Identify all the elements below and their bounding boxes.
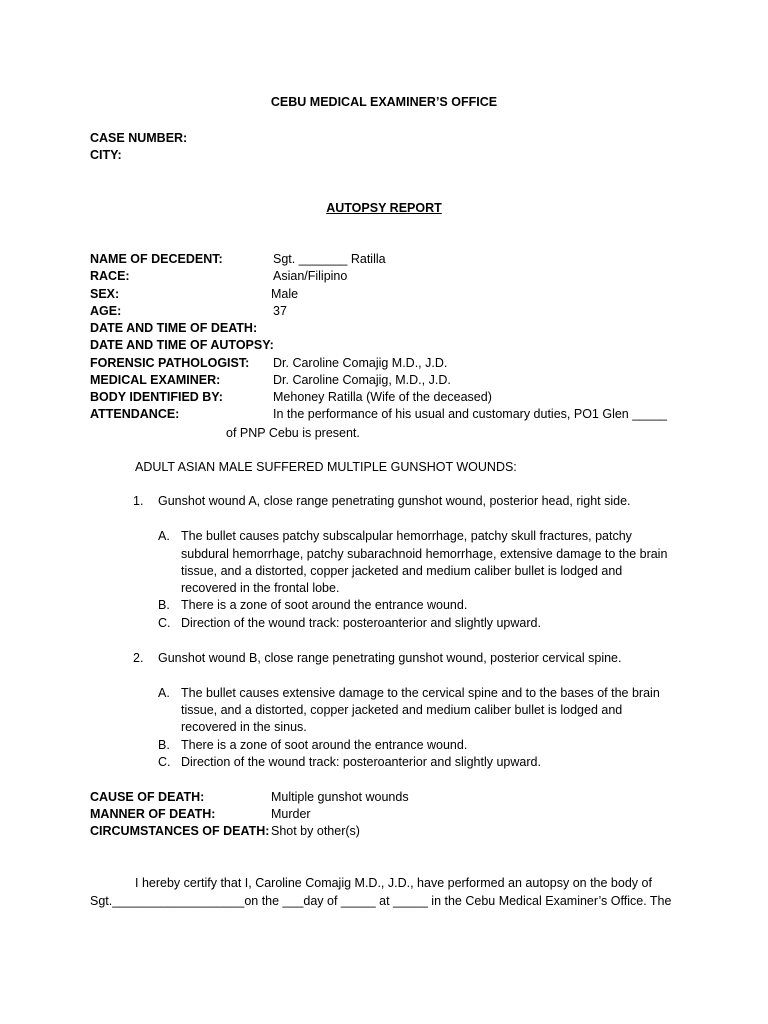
wound-2-finding-c-line: Direction of the wound track: posteroanterior and slightly upward.	[181, 755, 541, 769]
wound-1-finding-c-line: Direction of the wound track: posteroanterior and slightly upward.	[181, 616, 541, 630]
certification-line: Sgt.___________________on the ___day of _____ at _____ in the Cebu Medical Examiner’s Office. The	[90, 894, 672, 908]
field-value-name: Sgt. _______ Ratilla	[273, 252, 386, 266]
wound-1-finding-c-marker: C.	[158, 616, 171, 630]
attendance-continuation: of PNP Cebu is present.	[226, 426, 360, 440]
field-label-medical-examiner: MEDICAL EXAMINER:	[90, 373, 221, 387]
field-value-pathologist: Dr. Caroline Comajig M.D., J.D.	[273, 356, 448, 370]
wound-2-finding-b-line: There is a zone of soot around the entrance wound.	[181, 738, 468, 752]
conclusion-value-cause: Multiple gunshot wounds	[271, 790, 409, 804]
field-value-medical-examiner: Dr. Caroline Comajig, M.D., J.D.	[273, 373, 451, 387]
conclusion-label-circumstances: CIRCUMSTANCES OF DEATH:	[90, 824, 270, 838]
wound-1-finding-a-line: tissue, and a distorted, copper jacketed and medium caliber bullet is lodged and	[181, 564, 623, 578]
wound-2-finding-c-marker: C.	[158, 755, 171, 769]
case-number-label: CASE NUMBER:	[90, 131, 188, 145]
field-value-attendance: In the performance of his usual and customary duties, PO1 Glen _____	[273, 407, 667, 421]
field-label-identified-by: BODY IDENTIFIED BY:	[90, 390, 223, 404]
field-value-identified-by: Mehoney Ratilla (Wife of the deceased)	[273, 390, 492, 404]
wound-2-finding-a-line: tissue, and a distorted, copper jacketed and medium caliber bullet is lodged and	[181, 703, 623, 717]
wound-1-finding-b-line: There is a zone of soot around the entrance wound.	[181, 598, 468, 612]
wound-2-text: Gunshot wound B, close range penetrating gunshot wound, posterior cervical spine.	[158, 651, 622, 665]
wound-1-finding-a-line: recovered in the frontal lobe.	[181, 581, 340, 595]
wound-summary-heading: ADULT ASIAN MALE SUFFERED MULTIPLE GUNSHOT WOUNDS:	[135, 460, 517, 474]
field-value-age: 37	[273, 304, 287, 318]
field-label-attendance: ATTENDANCE:	[90, 407, 180, 421]
field-value-race: Asian/Filipino	[273, 269, 348, 283]
city-label: CITY:	[90, 148, 122, 162]
wound-2-finding-a-marker: A.	[158, 686, 170, 700]
wound-1-finding-a-marker: A.	[158, 529, 170, 543]
field-label-death-datetime: DATE AND TIME OF DEATH:	[90, 321, 258, 335]
field-label-pathologist: FORENSIC PATHOLOGIST:	[90, 356, 250, 370]
field-value-sex: Male	[271, 287, 299, 301]
wound-2-finding-a-line: The bullet causes extensive damage to the cervical spine and to the bases of the brain	[181, 686, 660, 700]
certification-line: I hereby certify that I, Caroline Comajig M.D., J.D., have performed an autopsy on the body of	[135, 876, 652, 890]
conclusion-label-manner: MANNER OF DEATH:	[90, 807, 216, 821]
wound-2-finding-b-marker: B.	[158, 738, 170, 752]
wound-2-marker: 2.	[133, 651, 144, 665]
wound-1-finding-a-line: The bullet causes patchy subscalpular hemorrhage, patchy skull fractures, patchy	[181, 529, 632, 543]
office-title: CEBU MEDICAL EXAMINER’S OFFICE	[270, 95, 498, 109]
conclusion-value-circumstances: Shot by other(s)	[271, 824, 360, 838]
field-label-autopsy-datetime: DATE AND TIME OF AUTOPSY:	[90, 338, 274, 352]
wound-1-text: Gunshot wound A, close range penetrating gunshot wound, posterior head, right side.	[158, 494, 631, 508]
wound-1-finding-b-marker: B.	[158, 598, 170, 612]
conclusion-value-manner: Murder	[271, 807, 311, 821]
field-label-age: AGE:	[90, 304, 122, 318]
field-label-race: RACE:	[90, 269, 130, 283]
field-label-name: NAME OF DECEDENT:	[90, 252, 223, 266]
report-title: AUTOPSY REPORT	[326, 201, 442, 215]
wound-1-finding-a-line: subdural hemorrhage, patchy subarachnoid hemorrhage, extensive damage to the brain	[181, 547, 668, 561]
wound-1-marker: 1.	[133, 494, 144, 508]
field-label-sex: SEX:	[90, 287, 120, 301]
wound-2-finding-a-line: recovered in the sinus.	[181, 720, 307, 734]
conclusion-label-cause: CAUSE OF DEATH:	[90, 790, 205, 804]
